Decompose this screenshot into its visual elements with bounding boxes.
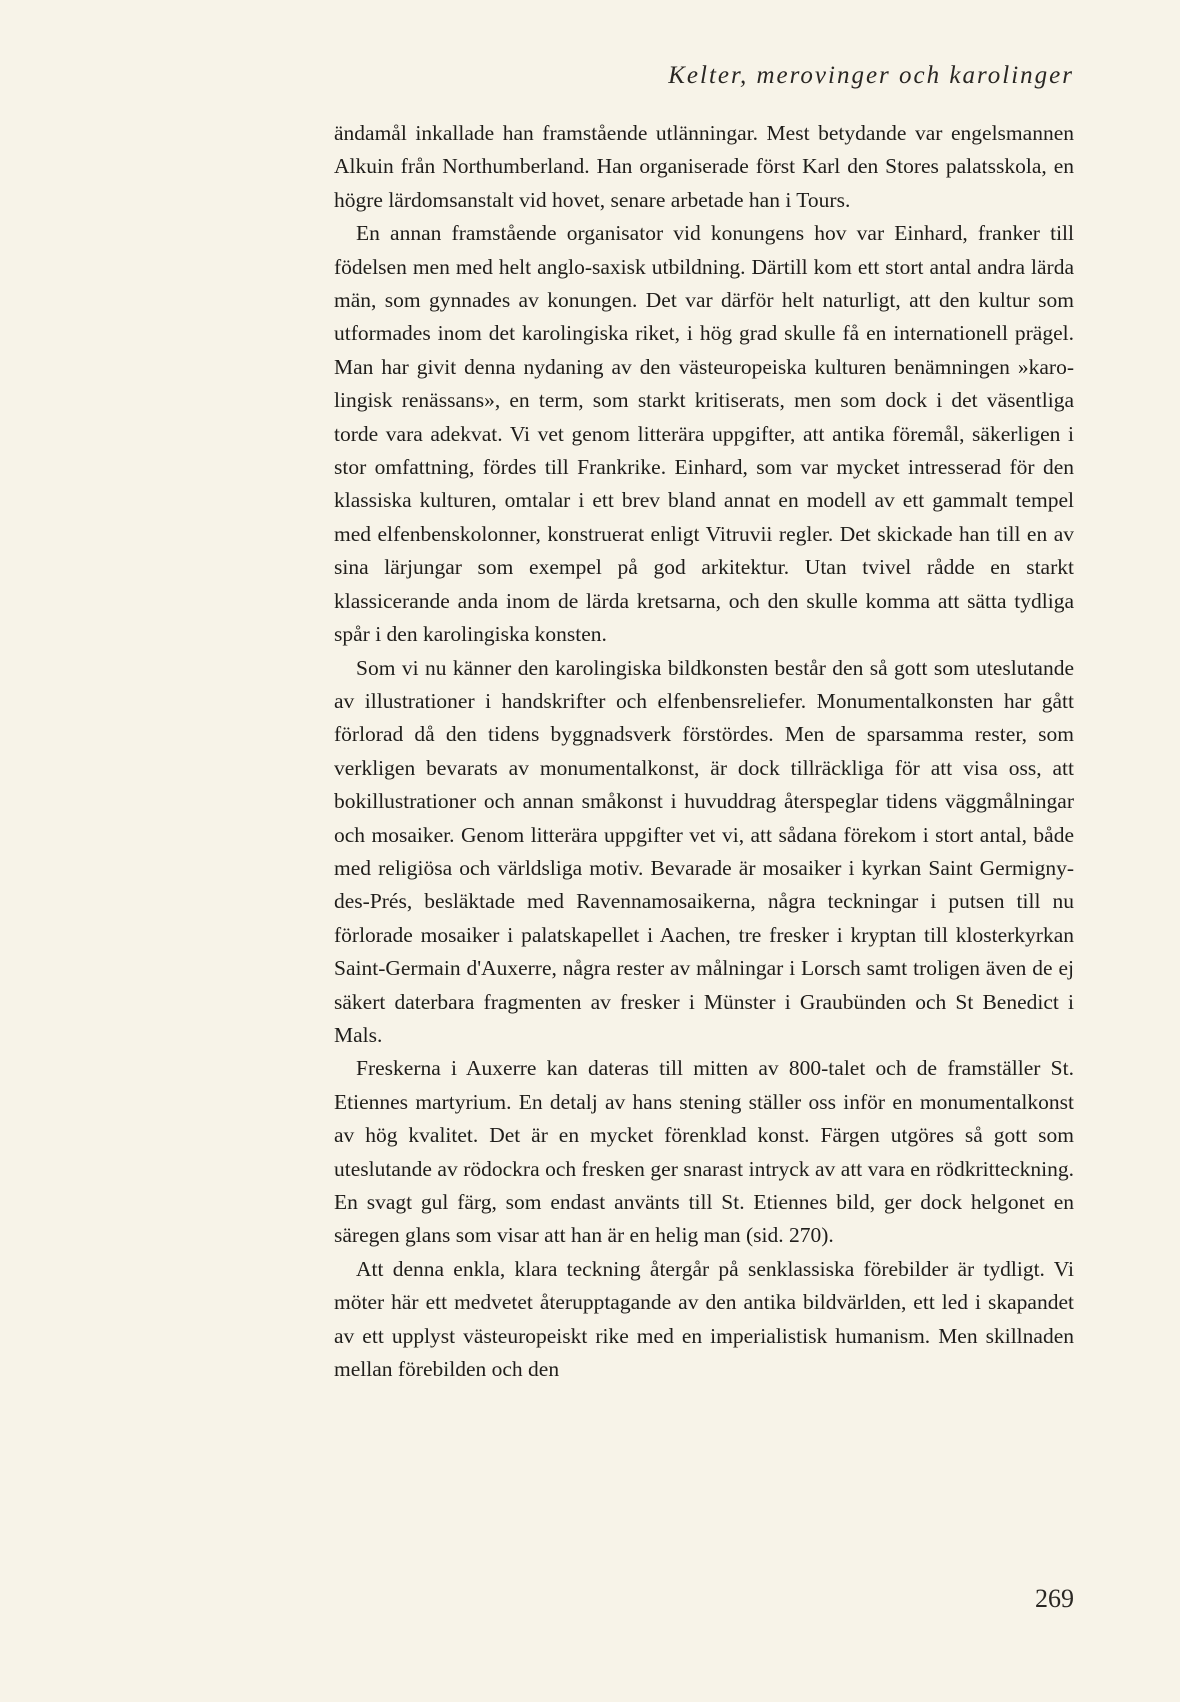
body-text	[334, 117, 1074, 1386]
paragraph: ändamål inkallade han framstående utlänningar. Mest betydande var engelsmannen Alkuin från Northumberland. Han organiserade först Karl den Stores palatsskola, en högre lärdomsanstalt vid hovet, senare arbetade han i Tours.	[334, 121, 1074, 212]
paragraph: Freskerna i Auxerre kan dateras till mitten av 800-talet och de framställer St. Etiennes martyrium. En detalj av hans stening ställer oss inför en monumentalkonst av hög kvalitet. Det är en mycket förenklad konst. Färgen utgöres så gott som uteslutande av rödockra och fresken ger snarast intryck av att vara en rödkritteckning. En svagt gul färg, som endast använts till St. Etiennes bild, ger dock helgonet en säregen glans som visar att han är en helig man (sid. 270).	[334, 1056, 1074, 1248]
paragraph: En annan framstående organisator vid konungens hov var Einhard, franker till födelsen men med helt anglo-saxisk utbildning. Därtill kom ett stort antal andra lärda män, som gynnades av konungen. Det var därför helt naturligt, att den kultur som utformades inom det karolingiska riket, i hög grad skulle få en internationell prägel. Man har givit denna nydaning av den västeuropeiska kulturen benämningen »karolingisk renässans», en term, som starkt kritiserats, men som dock i det väsentliga torde vara adekvat. Vi vet genom litterära uppgifter, att antika föremål, säkerligen i stor omfattning, fördes till Frankrike. Einhard, som var mycket intresserad för den klassiska kulturen, omtalar i ett brev bland annat en modell av ett gammalt tempel med elfenbenskolonner, konstruerat enligt Vitruvii regler. Det skickade han till en av sina lärjungar som exempel på god arkitektur. Utan tvivel rådde en starkt klassicerande anda inom de lärda kretsarna, och den skulle komma att sätta tydliga spår i den karolingiska konsten.	[334, 221, 1074, 647]
paragraph: Som vi nu känner den karolingiska bildkonsten består den så gott som uteslutande av illustrationer i handskrifter och elfenbensreliefer. Monumentalkonsten har gått förlorad då den tidens byggnadsverk förstördes. Men de sparsamma rester, som verkligen bevarats av monumentalkonst, är dock tillräckliga för att visa oss, att bokillustrationer och annan småkonst i huvuddrag återspeglar tidens väggmålningar och mosaiker. Genom litterära uppgifter vet vi, att sådana förekom i stort antal, både med religiösa och världsliga motiv. Bevarade är mosaiker i kyrkan Saint Germigny-des-Prés, besläktade med Ravennamosaikerna, några teckningar i putsen till nu förlorade mosaiker i palatskapellet i Aachen, tre fresker i kryptan till klosterkyrkan Saint-Germain d'Auxerre, några rester av målningar i Lorsch samt troligen även de ej säkert daterbara fragmenten av fresker i Münster i Graubünden och St Benedict i Mals.	[334, 655, 1074, 1047]
paragraph: Att denna enkla, klara teckning återgår på senklassiska förebilder är tydligt. Vi möter här ett medvetet återupptagande av den antika bildvärlden, ett led i skapandet av ett upplyst västeuropeiskt rike med en imperialistisk humanism. Men skillnaden mellan förebilden och den	[334, 1256, 1074, 1382]
page-number: 269	[1035, 1584, 1074, 1613]
running-head: Kelter, merovinger och karolinger	[668, 62, 1074, 89]
